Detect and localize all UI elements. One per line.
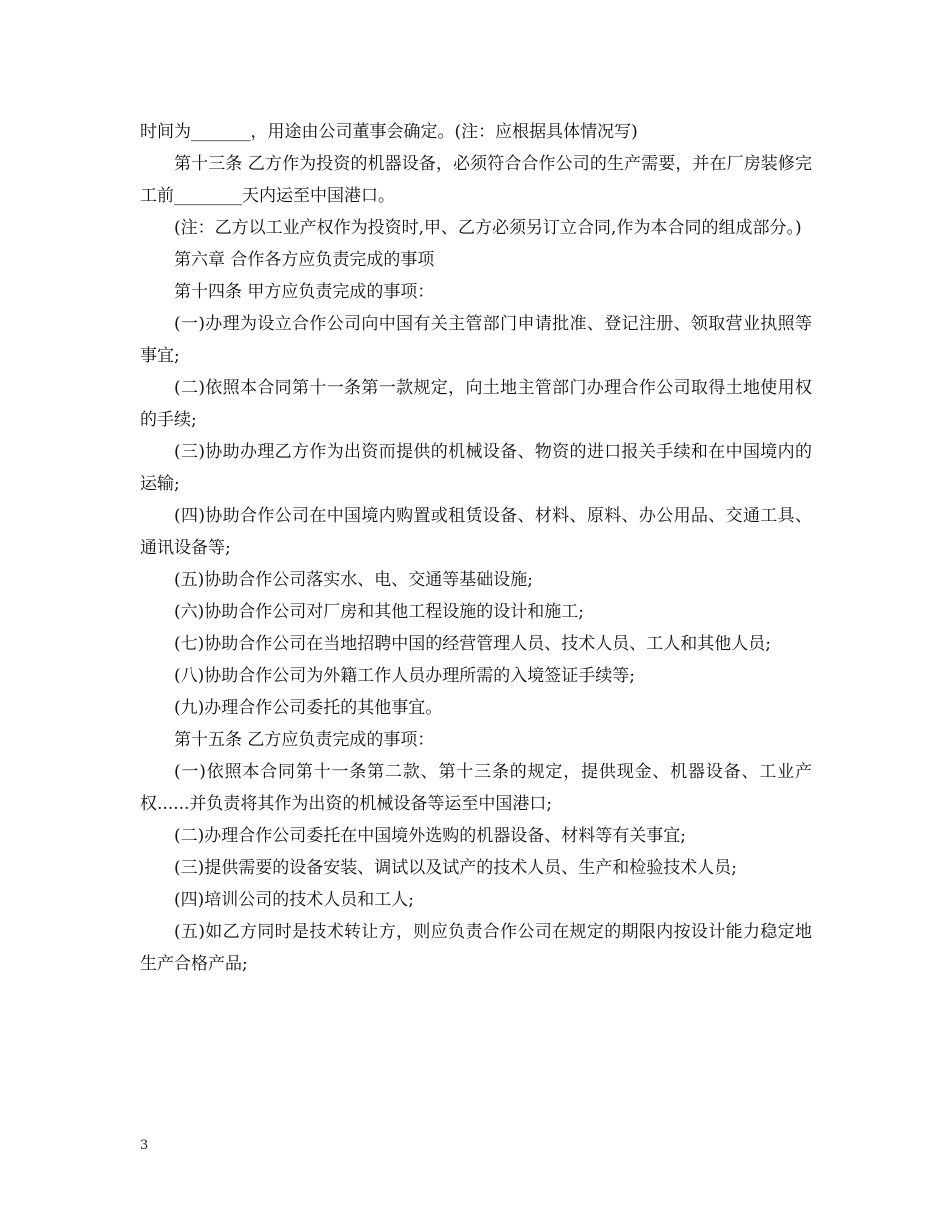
list-item: (五)如乙方同时是技术转让方，则应负责合作公司在规定的期限内按设计能力稳定地生产合格产品; bbox=[140, 922, 812, 974]
article-heading: 第十四条 甲方应负责完成的事项： bbox=[174, 282, 435, 302]
list-item: (三)协助办理乙方作为出资而提供的机械设备、物资的进口报关手续和在中国境内的运输; bbox=[140, 442, 812, 494]
list-item: (一)办理为设立合作公司向中国有关主管部门申请批准、登记注册、领取营业执照等事宜; bbox=[140, 314, 812, 366]
paragraph: 时间为_______，用途由公司董事会确定。(注：应根据具体情况写) bbox=[140, 122, 638, 142]
list-item: (三)提供需要的设备安装、调试以及试产的技术人员、生产和检验技术人员; bbox=[174, 858, 737, 878]
list-item: (七)协助合作公司在当地招聘中国的经营管理人员、技术人员、工人和其他人员; bbox=[174, 634, 771, 654]
list-item: (九)办理合作公司委托的其他事宜。 bbox=[174, 698, 443, 718]
article-heading: 第十五条 乙方应负责完成的事项： bbox=[174, 730, 435, 750]
list-item: (八)协助合作公司为外籍工作人员办理所需的入境签证手续等; bbox=[174, 666, 635, 686]
paragraph: (注：乙方以工业产权作为投资时,甲、乙方必须另订立合同,作为本合同的组成部分。) bbox=[174, 218, 802, 238]
list-item: (六)协助合作公司对厂房和其他工程设施的设计和施工; bbox=[174, 602, 584, 622]
list-item: (四)协助合作公司在中国境内购置或租赁设备、材料、原料、办公用品、交通工具、通讯设备等; bbox=[140, 506, 812, 558]
list-item: (二)办理合作公司委托在中国境外选购的机器设备、材料等有关事宜; bbox=[174, 826, 686, 846]
paragraph: 第十三条 乙方作为投资的机器设备，必须符合合作公司的生产需要，并在厂房装修完工前________天内运至中国港口。 bbox=[140, 154, 812, 206]
list-item: (一)依照本合同第十一条第二款、第十三条的规定，提供现金、机器设备、工业产权......并负责将其作为出资的机械设备等运至中国港口; bbox=[140, 762, 812, 814]
page-number: 3 bbox=[140, 1138, 149, 1153]
chapter-heading: 第六章 合作各方应负责完成的事项 bbox=[174, 250, 435, 270]
list-item: (五)协助合作公司落实水、电、交通等基础设施; bbox=[174, 570, 533, 590]
document-body bbox=[140, 116, 812, 980]
list-item: (二)依照本合同第十一条第一款规定，向土地主管部门办理合作公司取得土地使用权的手续; bbox=[140, 378, 812, 430]
list-item: (四)培训公司的技术人员和工人; bbox=[174, 890, 414, 910]
